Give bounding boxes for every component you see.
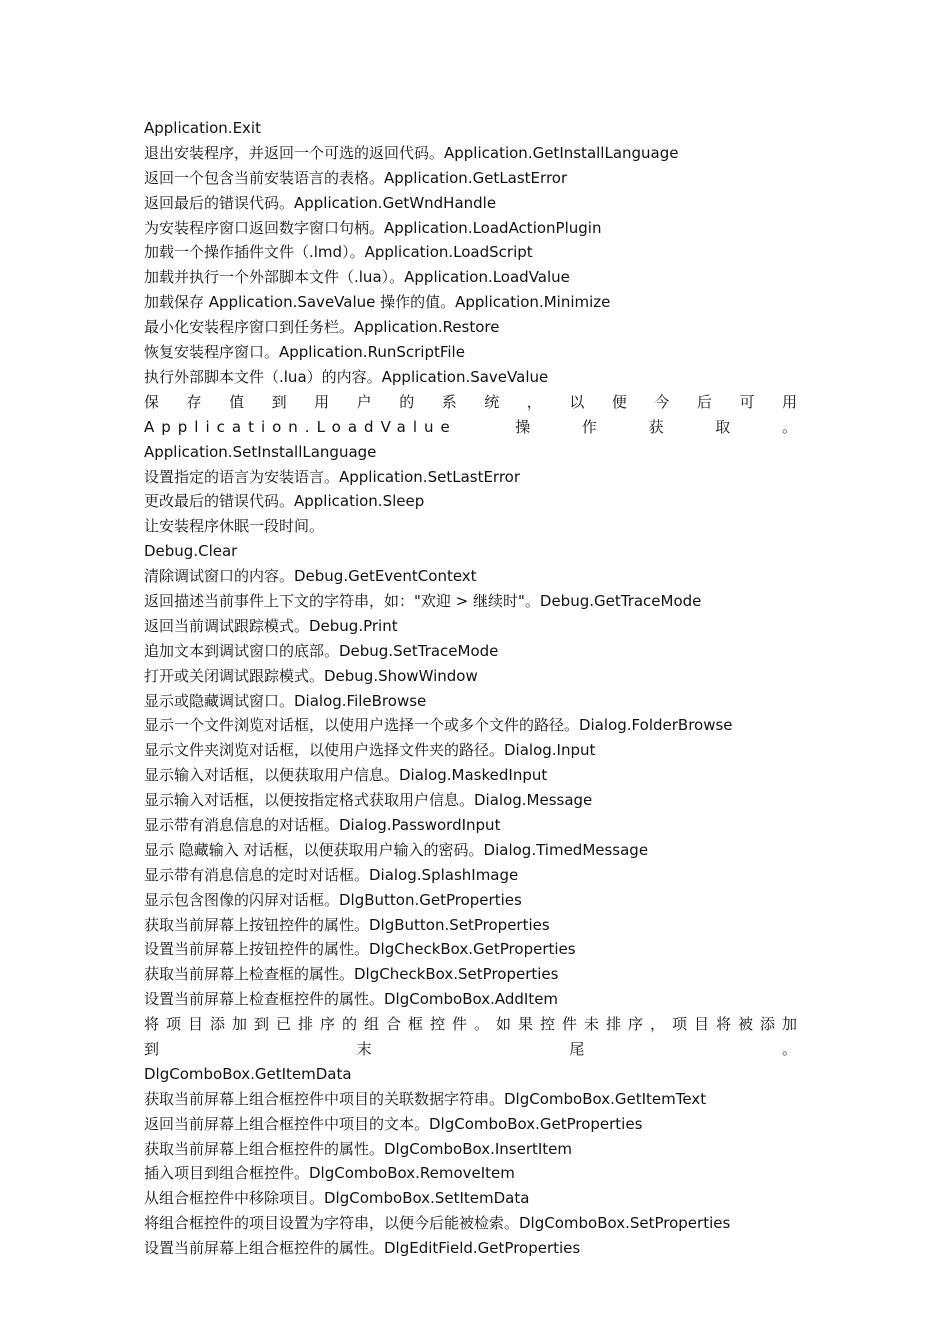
text-line-justified: 保存值到用户的系统，以便今后可用 Application.LoadValue 操作获取。 [144,392,804,436]
text-line: 显示或隐藏调试窗口。Dialog.FileBrowse [144,691,427,710]
text-line: 获取当前屏幕上组合框控件中项目的关联数据字符串。DlgComboBox.GetItemText [144,1089,707,1108]
text-line: 显示带有消息信息的定时对话框。Dialog.SplashImage [144,865,519,884]
text-line: 执行外部脚本文件（.lua）的内容。Application.SaveValue [144,367,549,386]
text-line: 更改最后的错误代码。Application.Sleep [144,492,425,511]
text-line: 显示输入对话框，以便按指定格式获取用户信息。Dialog.Message [144,791,593,810]
text-line: 从组合框控件中移除项目。DlgComboBox.SetItemData [144,1189,530,1208]
text-line: 返回当前调试跟踪模式。Debug.Print [144,616,398,635]
text-line-justified: 将项目添加到已排序的组合框控件。如果控件未排序，项目将被添加到末尾。 [144,1015,805,1058]
text-line: 设置当前屏幕上按钮控件的属性。DlgCheckBox.GetProperties [144,940,576,959]
text-line: 插入项目到组合框控件。DlgComboBox.RemoveItem [144,1164,515,1183]
text-line: 显示一个文件浏览对话框，以使用户选择一个或多个文件的路径。Dialog.FolderBrowse [144,716,733,735]
text-line: Debug.Clear [144,542,238,561]
text-line: Application.Exit [144,119,261,137]
text-line: 显示包含图像的闪屏对话框。DlgButton.GetProperties [144,890,522,909]
text-line: 加载一个操作插件文件（.lmd）。Application.LoadScript [144,243,533,262]
text-line: Application.SetInstallLanguage [144,442,377,461]
text-line: 设置指定的语言为安装语言。Application.SetLastError [144,467,521,486]
text-line: 加载保存 Application.SaveValue 操作的值。Application.Minimize [144,293,611,312]
text-line: 返回当前屏幕上组合框控件中项目的文本。DlgComboBox.GetProperties [144,1114,643,1133]
text-line: 打开或关闭调试跟踪模式。Debug.ShowWindow [144,666,478,685]
text-line: 显示带有消息信息的对话框。Dialog.PasswordInput [144,815,501,834]
text-line: 让安装程序休眠一段时间。 [144,517,325,536]
text-line: 获取当前屏幕上检查框的属性。DlgCheckBox.SetProperties [144,965,559,984]
text-line: 加载并执行一个外部脚本文件（.lua）。Application.LoadValue [144,268,570,287]
text-line: 显示 隐藏输入 对话框，以便获取用户输入的密码。Dialog.TimedMessage [144,840,649,859]
document-body [144,116,804,1261]
text-line: 清除调试窗口的内容。Debug.GetEventContext [144,567,477,586]
text-line: 为安装程序窗口返回数字窗口句柄。Application.LoadActionPlugin [144,218,602,237]
text-line: 将组合框控件的项目设置为字符串，以便今后能被检索。DlgComboBox.SetProperties [144,1214,731,1233]
text-line: 设置当前屏幕上检查框控件的属性。DlgComboBox.AddItem [144,990,559,1009]
text-line: 返回最后的错误代码。Application.GetWndHandle [144,193,497,212]
text-line: DlgComboBox.GetItemData [144,1064,352,1083]
text-line: 显示输入对话框，以便获取用户信息。Dialog.MaskedInput [144,766,548,785]
text-line: 获取当前屏幕上组合框控件的属性。DlgComboBox.InsertItem [144,1139,573,1158]
text-line: 返回描述当前事件上下文的字符串，如："欢迎 > 继续时"。Debug.GetTraceMode [144,591,702,610]
text-line: 返回一个包含当前安装语言的表格。Application.GetLastError [144,168,568,187]
text-line: 获取当前屏幕上按钮控件的属性。DlgButton.SetProperties [144,915,550,934]
text-line: 追加文本到调试窗口的底部。Debug.SetTraceMode [144,641,499,660]
text-line: 显示文件夹浏览对话框，以使用户选择文件夹的路径。Dialog.Input [144,741,596,760]
text-line: 设置当前屏幕上组合框控件的属性。DlgEditField.GetProperties [144,1239,581,1258]
text-line: 最小化安装程序窗口到任务栏。Application.Restore [144,318,500,337]
text-line: 退出安装程序，并返回一个可选的返回代码。Application.GetInstallLanguage [144,143,679,162]
text-line: 恢复安装程序窗口。Application.RunScriptFile [144,343,465,362]
